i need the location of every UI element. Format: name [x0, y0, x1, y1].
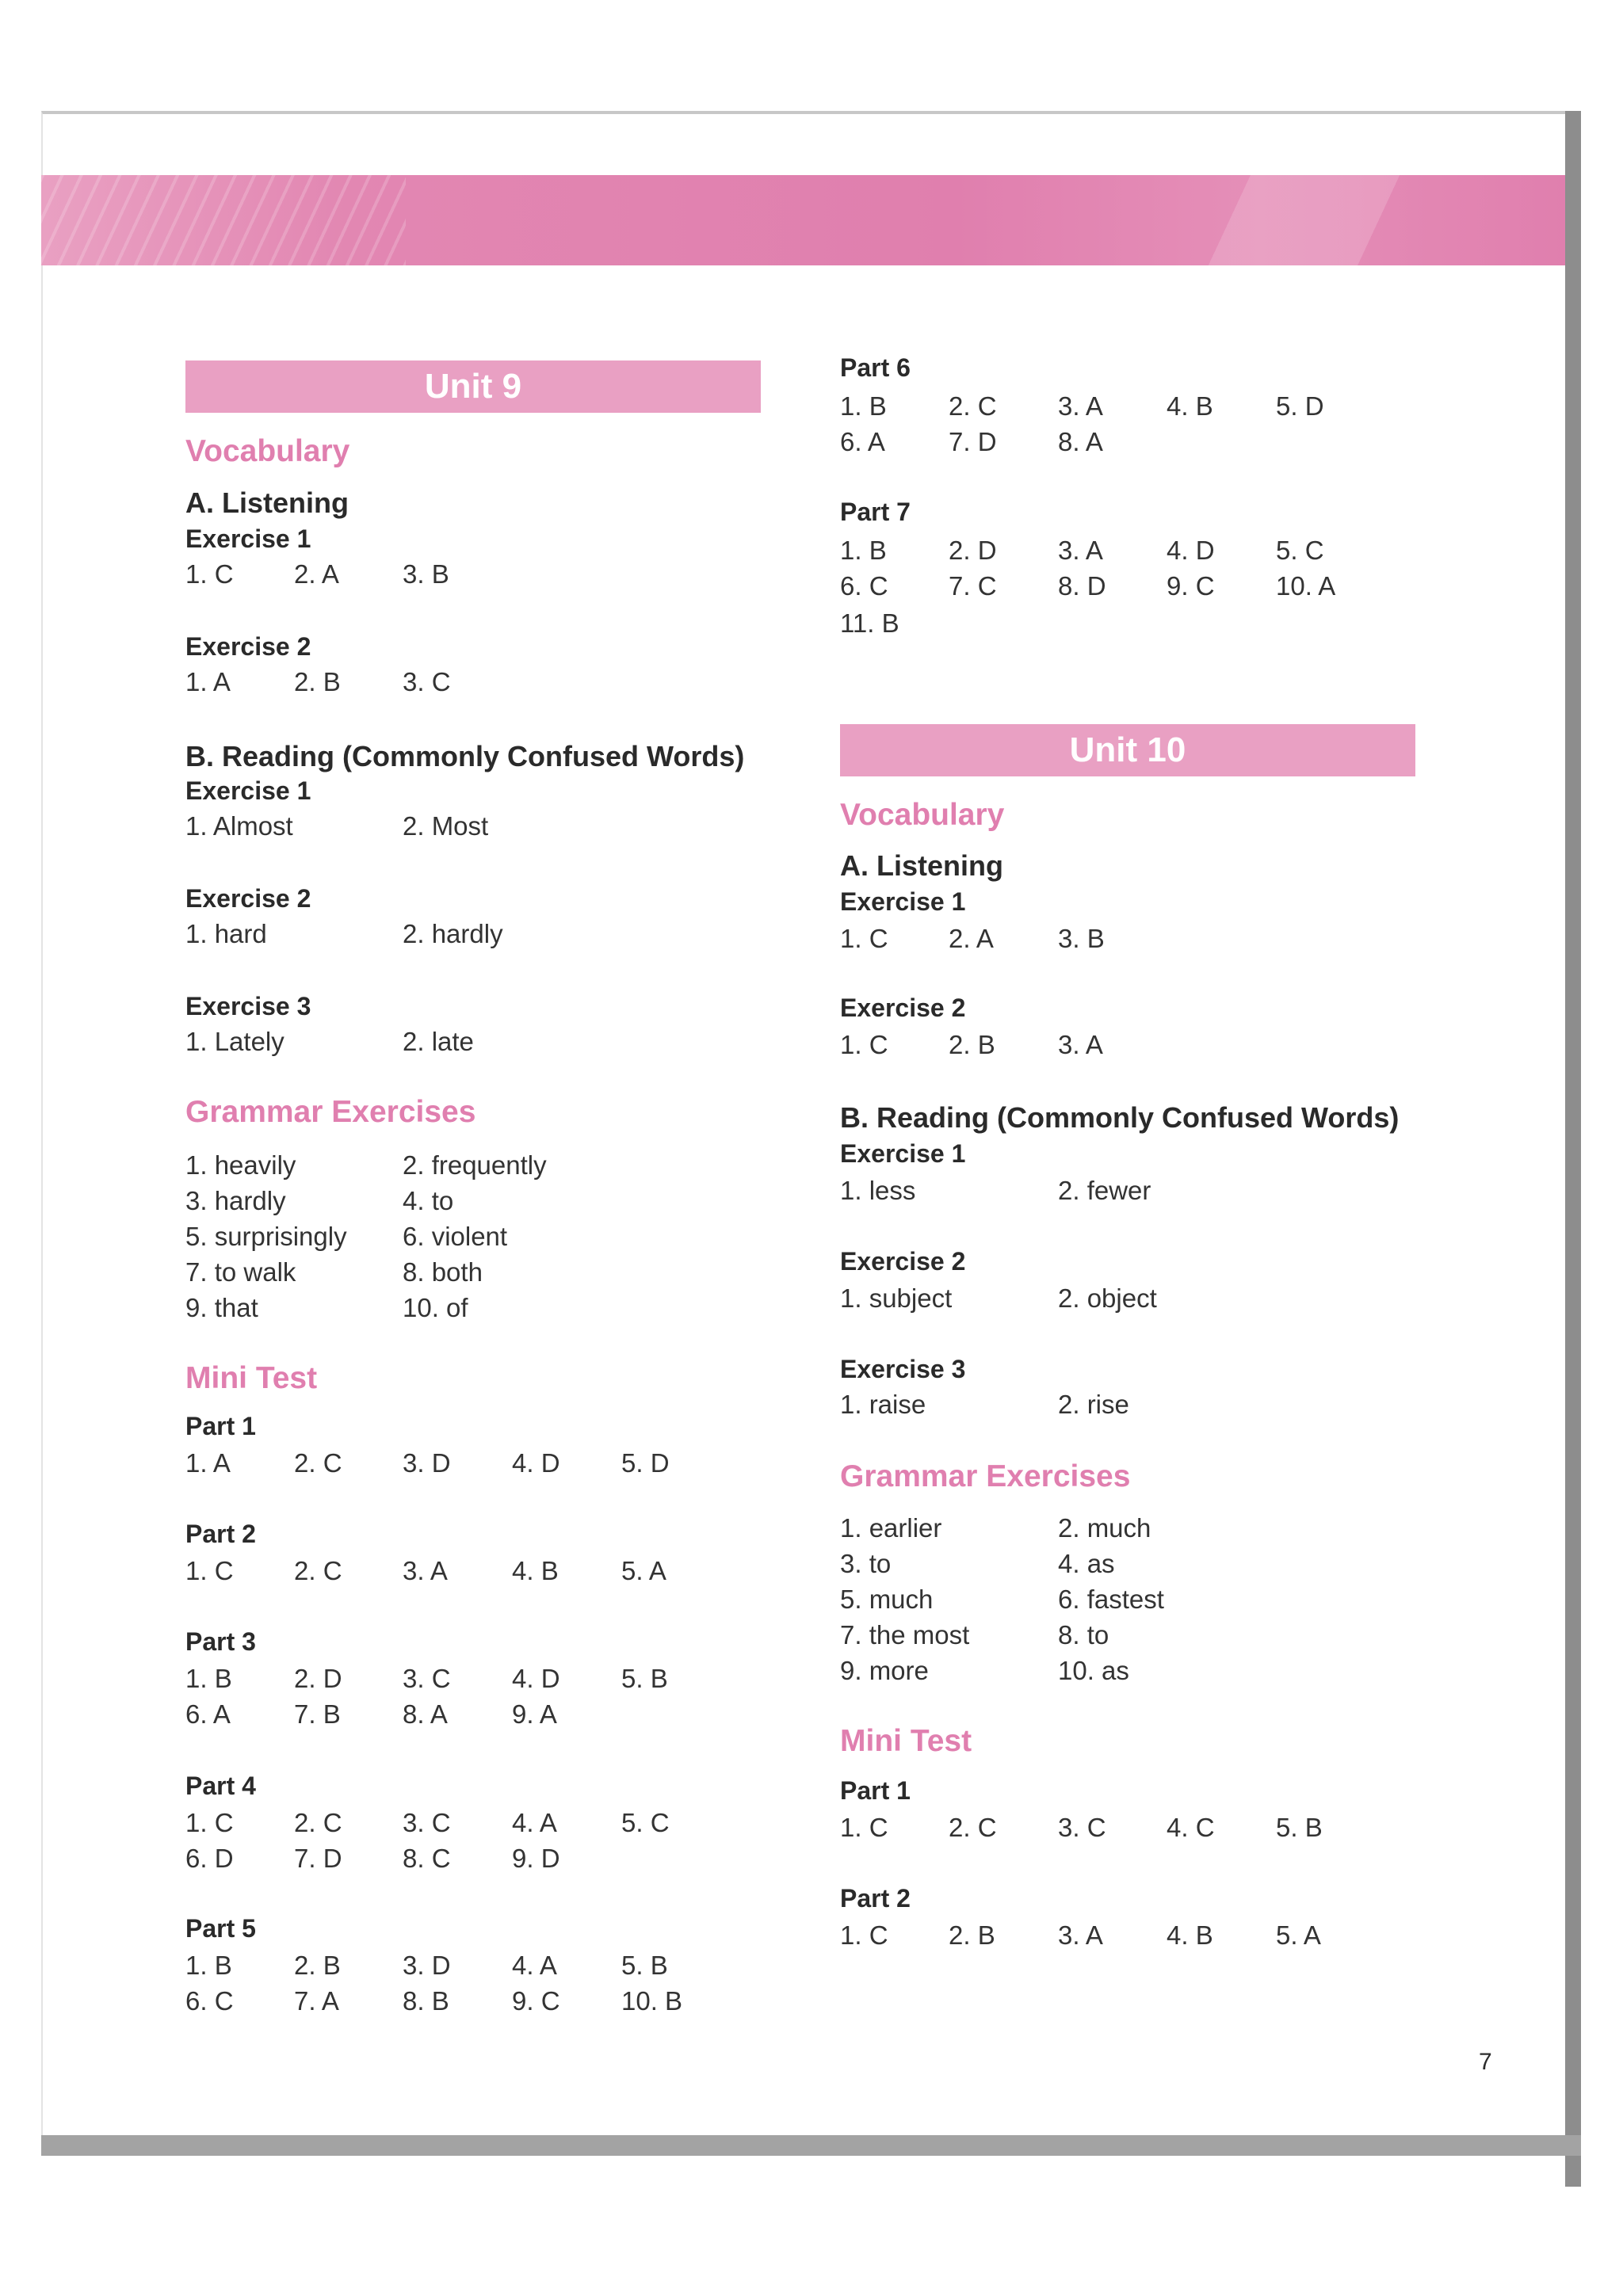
answer-cell: 7. the most	[840, 1620, 970, 1650]
answer-cell: 4. A	[512, 1951, 557, 1980]
header-band	[41, 175, 1565, 265]
answer-cell: 2. B	[294, 667, 341, 696]
answer-cell: 2. fewer	[1058, 1176, 1151, 1205]
answer-cell: 2. Most	[403, 811, 489, 841]
answer-cell: 4. as	[1058, 1549, 1115, 1578]
unit10-reading-heading: B. Reading (Commonly Confused Words)	[840, 1101, 1400, 1134]
answer-cell: 1. B	[840, 536, 887, 565]
unit9-mini-test-heading: Mini Test	[185, 1361, 318, 1395]
answer-cell: 5. C	[1276, 536, 1324, 565]
answer-cell: 4. D	[1167, 536, 1215, 565]
unit10-part2-label: Part 2	[840, 1884, 911, 1913]
answer-cell: 6. D	[185, 1844, 234, 1873]
unit10-part1-label: Part 1	[840, 1776, 911, 1805]
answer-cell: 1. heavily	[185, 1150, 296, 1180]
unit9-part3-label: Part 3	[185, 1627, 256, 1656]
answer-cell: 3. C	[403, 667, 451, 696]
answer-cell: 2. B	[949, 1920, 995, 1950]
answer-cell: 10. A	[1276, 571, 1336, 601]
unit9-reading-ex2-label: Exercise 2	[185, 884, 311, 913]
page-shadow-bottom	[41, 2135, 1581, 2156]
answer-cell: 5. much	[840, 1585, 934, 1614]
answer-cell: 1. C	[185, 1808, 234, 1837]
unit9-reading-ex3-label: Exercise 3	[185, 992, 311, 1020]
unit10-grammar-heading: Grammar Exercises	[840, 1459, 1131, 1493]
answer-cell: 1. A	[185, 1448, 231, 1478]
answer-cell: 1. A	[185, 667, 231, 696]
answer-cell: 2. hardly	[403, 919, 503, 948]
answer-cell: 1. earlier	[840, 1513, 942, 1543]
answer-cell: 5. C	[621, 1808, 670, 1837]
answer-cell: 3. A	[1058, 391, 1103, 421]
unit9-part5-label: Part 5	[185, 1914, 256, 1943]
answer-cell: 3. A	[1058, 536, 1103, 565]
answer-cell: 10. as	[1058, 1656, 1129, 1685]
answer-cell: 1. C	[185, 1556, 234, 1585]
unit9-part1-label: Part 1	[185, 1412, 256, 1440]
unit9-part2-label: Part 2	[185, 1520, 256, 1548]
answer-cell: 1. B	[185, 1951, 232, 1980]
answer-cell: 10. of	[403, 1293, 468, 1322]
answer-cell: 9. that	[185, 1293, 258, 1322]
answer-cell: 6. C	[185, 1986, 234, 2016]
unit9-listening-heading: A. Listening	[185, 486, 349, 519]
answer-cell: 1. C	[840, 1813, 888, 1842]
unit9-part6-label: Part 6	[840, 353, 911, 382]
answer-cell: 2. late	[403, 1027, 474, 1056]
answer-cell: 8. C	[403, 1844, 451, 1873]
answer-cell: 10. B	[621, 1986, 683, 2016]
answer-cell: 3. A	[1058, 1030, 1103, 1059]
answer-cell: 8. A	[403, 1699, 448, 1729]
answer-cell: 1. C	[840, 1920, 888, 1950]
answer-cell: 1. Almost	[185, 811, 293, 841]
page-number: 7	[1479, 2049, 1492, 2075]
answer-cell: 9. D	[512, 1844, 560, 1873]
answer-cell: 8. A	[1058, 427, 1103, 456]
answer-cell: 8. both	[403, 1257, 483, 1287]
unit9-part4-label: Part 4	[185, 1772, 256, 1800]
answer-cell: 3. C	[403, 1808, 451, 1837]
answer-cell: 3. hardly	[185, 1186, 286, 1215]
answer-cell: 2. object	[1058, 1283, 1157, 1313]
answer-cell: 9. A	[512, 1699, 557, 1729]
answer-cell: 3. A	[1058, 1920, 1103, 1950]
answer-cell: 2. A	[949, 924, 994, 953]
answer-cell: 4. B	[1167, 1920, 1213, 1950]
answer-cell: 2. frequently	[403, 1150, 547, 1180]
unit10-reading-ex3-label: Exercise 3	[840, 1355, 966, 1383]
answer-cell: 3. B	[1058, 924, 1105, 953]
answer-cell: 7. to walk	[185, 1257, 296, 1287]
answer-cell: 2. C	[294, 1808, 342, 1837]
answer-cell: 5. D	[621, 1448, 670, 1478]
answer-cell: 8. D	[1058, 571, 1106, 601]
unit10-title-bar	[840, 724, 1415, 776]
answer-cell: 9. C	[1167, 571, 1215, 601]
unit9-title: Unit 9	[424, 367, 522, 406]
answer-cell: 2. rise	[1058, 1390, 1129, 1419]
answer-cell: 2. C	[949, 391, 997, 421]
answer-cell: 7. C	[949, 571, 997, 601]
unit10-listening-ex1-label: Exercise 1	[840, 887, 966, 916]
answer-cell: 6. fastest	[1058, 1585, 1164, 1614]
answer-cell: 5. B	[621, 1664, 668, 1693]
answer-cell: 4. A	[512, 1808, 557, 1837]
answer-cell: 6. C	[840, 571, 888, 601]
answer-cell: 2. A	[294, 559, 339, 589]
answer-cell: 2. D	[949, 536, 997, 565]
unit10-listening-heading: A. Listening	[840, 849, 1003, 882]
answer-cell: 3. D	[403, 1448, 451, 1478]
answer-cell: 7. B	[294, 1699, 341, 1729]
answer-cell: 3. A	[403, 1556, 448, 1585]
unit10-reading-ex2-label: Exercise 2	[840, 1247, 966, 1276]
answer-cell: 1. less	[840, 1176, 916, 1205]
unit10-listening-ex2-label: Exercise 2	[840, 994, 966, 1022]
unit9-title-bar	[185, 360, 761, 413]
header-facet	[1071, 175, 1565, 265]
answer-cell: 1. C	[840, 924, 888, 953]
answer-cell: 8. to	[1058, 1620, 1109, 1650]
unit9-listening-ex2-label: Exercise 2	[185, 632, 311, 661]
unit10-vocabulary-heading: Vocabulary	[840, 798, 1005, 832]
answer-cell: 11. B	[840, 608, 899, 638]
unit10-mini-test-heading: Mini Test	[840, 1724, 972, 1758]
answer-cell: 2. C	[294, 1556, 342, 1585]
answer-cell: 2. C	[294, 1448, 342, 1478]
answer-cell: 1. subject	[840, 1283, 953, 1313]
unit9-grammar-heading: Grammar Exercises	[185, 1095, 476, 1129]
answer-cell: 4. D	[512, 1664, 560, 1693]
unit9-vocabulary-heading: Vocabulary	[185, 434, 350, 468]
answer-cell: 1. C	[840, 1030, 888, 1059]
answer-cell: 1. B	[185, 1664, 232, 1693]
answer-cell: 3. D	[403, 1951, 451, 1980]
unit10-reading-ex1-label: Exercise 1	[840, 1139, 966, 1168]
answer-cell: 8. B	[403, 1986, 449, 2016]
answer-cell: 9. C	[512, 1986, 560, 2016]
unit9-reading-ex1-label: Exercise 1	[185, 776, 311, 805]
answer-cell: 1. raise	[840, 1390, 926, 1419]
answer-cell: 5. D	[1276, 391, 1324, 421]
answer-cell: 4. B	[1167, 391, 1213, 421]
answer-cell: 6. A	[185, 1699, 231, 1729]
answer-cell: 3. C	[1058, 1813, 1106, 1842]
header-hatch-pattern	[41, 175, 406, 265]
answer-cell: 7. D	[949, 427, 997, 456]
answer-cell: 7. A	[294, 1986, 339, 2016]
answer-cell: 6. A	[840, 427, 885, 456]
unit9-listening-ex1-label: Exercise 1	[185, 524, 311, 553]
page-shadow-right	[1565, 111, 1581, 2187]
answer-cell: 7. D	[294, 1844, 342, 1873]
answer-cell: 1. Lately	[185, 1027, 285, 1056]
answer-cell: 1. B	[840, 391, 887, 421]
answer-cell: 4. to	[403, 1186, 454, 1215]
answer-cell: 1. hard	[185, 919, 267, 948]
answer-cell: 5. A	[1276, 1920, 1321, 1950]
unit9-reading-heading: B. Reading (Commonly Confused Words)	[185, 740, 745, 772]
answer-cell: 4. D	[512, 1448, 560, 1478]
answer-cell: 9. more	[840, 1656, 929, 1685]
answer-cell: 5. A	[621, 1556, 666, 1585]
answer-cell: 5. B	[1276, 1813, 1323, 1842]
unit10-title: Unit 10	[1069, 730, 1186, 769]
answer-cell: 3. B	[403, 559, 449, 589]
answer-cell: 2. B	[949, 1030, 995, 1059]
answer-cell: 3. C	[403, 1664, 451, 1693]
answer-cell: 1. C	[185, 559, 234, 589]
answer-cell: 2. D	[294, 1664, 342, 1693]
answer-cell: 5. surprisingly	[185, 1222, 347, 1251]
answer-cell: 4. C	[1167, 1813, 1215, 1842]
answer-cell: 2. much	[1058, 1513, 1151, 1543]
answer-cell: 2. C	[949, 1813, 997, 1842]
answer-cell: 3. to	[840, 1549, 892, 1578]
answer-cell: 4. B	[512, 1556, 559, 1585]
answer-cell: 5. B	[621, 1951, 668, 1980]
answer-cell: 2. B	[294, 1951, 341, 1980]
answer-cell: 6. violent	[403, 1222, 508, 1251]
unit9-part7-label: Part 7	[840, 498, 911, 526]
